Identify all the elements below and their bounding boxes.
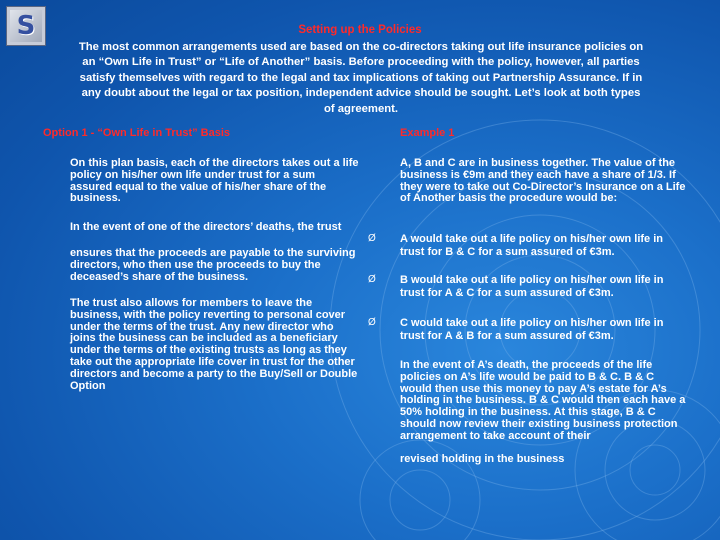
example-bullet-c: C would take out a life policy on his/her own life in trust for A & B for a sum assured of €3m. — [400, 317, 664, 342]
option-paragraph-2-line-1: In the event of one of the directors’ deaths, the trust — [70, 221, 342, 233]
bullet-arrow-icon: Ø — [368, 317, 376, 328]
bullet-arrow-icon: Ø — [368, 233, 376, 244]
logo-letter: S — [16, 11, 36, 41]
option-paragraph-1: On this plan basis, each of the directors takes out a life policy on his/her own life under trust for a sum assured equal to the value of his/her share of the business. — [70, 157, 359, 205]
example-paragraph-2-last-line: revised holding in the business — [400, 453, 565, 465]
option-heading: Option 1 - “Own Life in Trust” Basis — [43, 127, 231, 139]
option-paragraph-2-line-2: ensures that the proceeds are payable to the surviving directors, who then use the proceeds to buy the deceased’s share of the business. — [70, 247, 356, 283]
option-paragraph-3: The trust also allows for members to leave the business, with the policy reverting to personal cover under the terms of the trust. Any new director who joins the business can be included as a beneficiary under the terms of the existing trusts as long as they take out the appropriate life cover in trust for the other directors and become a party to the Buy/Sell or Double Option — [70, 297, 358, 392]
example-bullet-a: A would take out a life policy on his/her own life in trust for B & C for a sum assured of €3m. — [400, 233, 664, 258]
example-bullet-b: B would take out a life policy on his/her own life in trust for A & C for a sum assured of €3m. — [400, 274, 664, 299]
example-paragraph-1: A, B and C are in business together. The value of the business is €9m and they each have a share of 1/3. If they were to take out Co-Director’s Insurance on a Life of Another basis the procedure would be: — [400, 157, 686, 205]
example-paragraph-2: In the event of A’s death, the proceeds of the life policies on A’s life would be paid to B & C. B & C would then use this money to pay A’s estate for A’s holding in the business. B & C would then each have a 50% holding in the business. At this stage, B & C should now review their existing business protection arrangement to take account of their — [400, 359, 686, 442]
intro-paragraph: The most common arrangements used are based on the co-directors taking out life insurance policies on an “Own Life in Trust” or “Life of Another” basis. Before proceeding with the policy, however, all parties satisfy themselves with regard to the legal and tax implications of taking out Partnership Assurance. If in any doubt about the legal or tax position, independent advice should be sought. Let’s look at both types of agreement. — [78, 41, 644, 115]
page-title: Setting up the Policies — [298, 24, 422, 36]
bullet-arrow-icon: Ø — [368, 274, 376, 285]
example-heading: Example 1 — [400, 127, 455, 139]
